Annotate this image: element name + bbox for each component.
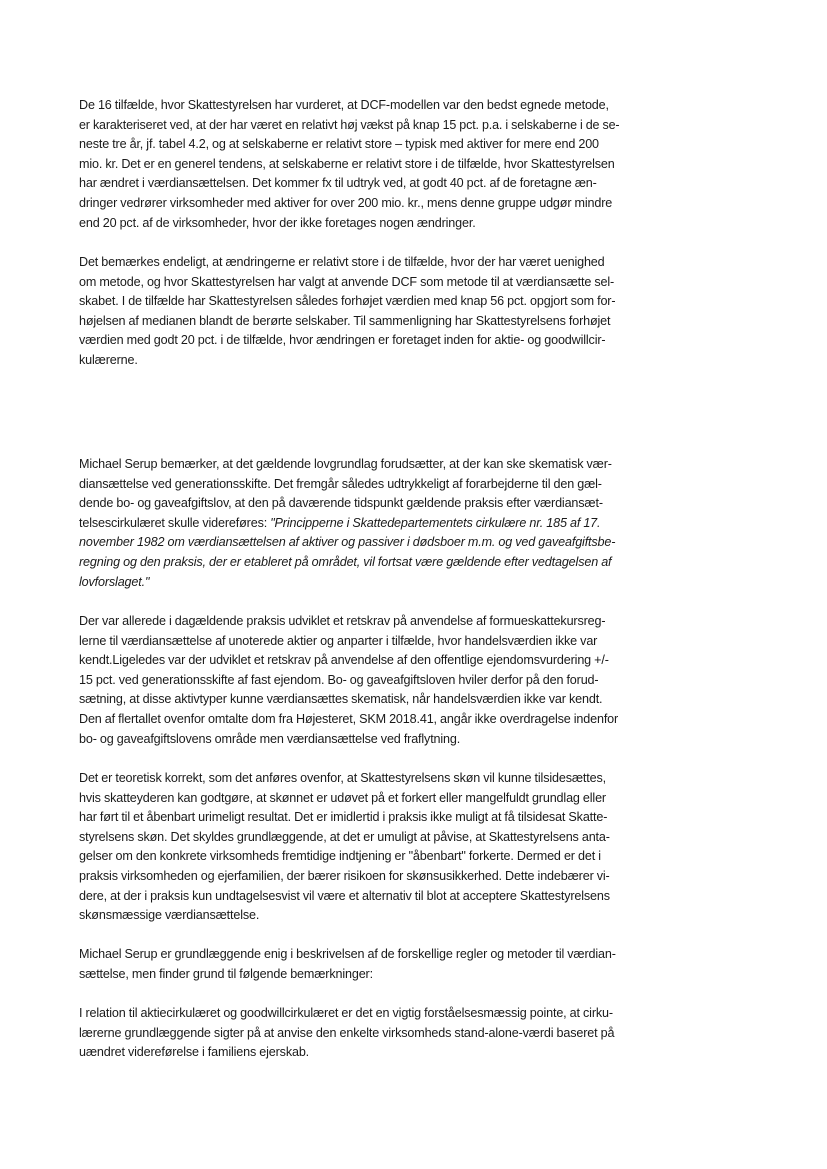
text-line: dende bo- og gaveafgiftslov, at den på daværende tidspunkt gældende praksis efter værdiansæt-: [79, 496, 603, 511]
text-line: lærerne grundlæggende sigter på at anvise den enkelte virksomheds stand-alone-værdi baseret på: [79, 1025, 615, 1040]
text-line: skabet. I de tilfælde har Skattestyrelsen således forhøjet værdien med knap 56 pct. opgjort som for-: [79, 294, 616, 309]
quote-text: "Principperne i Skattedepartementets cirkulære nr. 185 af 17.: [270, 515, 601, 530]
text-line: 15 pct. ved generationsskifte af fast ejendom. Bo- og gaveafgiftsloven hviler derfor på den forud-: [79, 672, 599, 687]
quote-line: regning og den praksis, der er etableret på området, vil fortsat være gældende efter vedtagelsen af: [79, 554, 612, 569]
paragraph-disagreement: [79, 253, 619, 371]
paragraph-practice: [79, 612, 619, 749]
text-line: diansættelse ved generationsskifte. Det fremgår således udtrykkeligt af forarbejderne til den gæl-: [79, 476, 602, 491]
paragraph-dcf-cases: [79, 96, 619, 233]
paragraph-discretion: [79, 769, 619, 926]
text-line: kendt.Ligeledes var der udviklet et retskrav på anvendelse af den offentlige ejendomsvurdering +/-: [79, 653, 609, 668]
text-line: neste tre år, jf. tabel 4.2, og at selskaberne er relativt store – typisk med aktiver for mere end 200: [79, 137, 599, 152]
text-line: Michael Serup bemærker, at det gældende lovgrundlag forudsætter, at der kan ske skematisk vær-: [79, 457, 612, 471]
text-line: styrelsens skøn. Det skyldes grundlæggende, at det er umuligt at påvise, at Skattestyrelsens anta-: [79, 829, 610, 844]
text-line: dere, at der i praksis kun undtagelsesvist vil være et alternativ til blot at acceptere Skattestyrelsens: [79, 888, 610, 903]
quote-line: november 1982 om værdiansættelsen af aktiver og passiver i dødsboer m.m. og ved gaveafgiftsbe-: [79, 535, 616, 550]
text-line: hvis skatteyderen kan godtgøre, at skønnet er udøvet på et forkert eller mangelfuldt grundlag eller: [79, 790, 606, 805]
text-line: sættelse, men finder grund til følgende bemærkninger:: [79, 966, 373, 981]
text-line: dringer vedrører virksomheder med aktiver for over 200 mio. kr., mens denne gruppe udgør mindre: [79, 195, 613, 210]
text-line: gelser om den konkrete virksomheds fremtidige indtjening er "åbenbart" forkerte. Dermed er det i: [79, 849, 601, 864]
text-line: bo- og gaveafgiftslovens område men værdiansættelse ved fraflytning.: [79, 731, 461, 746]
text-line: om metode, og hvor Skattestyrelsen har valgt at anvende DCF som metode til at værdiansætte sel-: [79, 274, 615, 289]
text-plain: telsescirkulæret skulle videreføres:: [79, 515, 271, 530]
text-line: højelsen af medianen blandt de berørte selskaber. Til sammenligning har Skattestyrelsens forhøjet: [79, 313, 611, 328]
text-line: I relation til aktiecirkulæret og goodwillcirkulæret er det en vigtig forståelsesmæssig pointe, at cirku-: [79, 1006, 613, 1020]
text-line: Den af flertallet ovenfor omtalte dom fra Højesteret, SKM 2018.41, angår ikke overdragelse indenfor: [79, 711, 619, 726]
text-line: De 16 tilfælde, hvor Skattestyrelsen har vurderet, at DCF-modellen var den bedst egnede metode,: [79, 98, 609, 112]
text-line: lerne til værdiansættelse af unoterede aktier og anparter i tilfælde, hvor handelsværdien ikke var: [79, 633, 598, 648]
text-line: praksis virksomheden og ejerfamilien, der bærer risikoen for skønsusikkerhed. Dette indebærer vi-: [79, 868, 610, 883]
text-line: er karakteriseret ved, at der har været en relativt høj vækst på knap 15 pct. p.a. i selskaberne i de se-: [79, 117, 620, 132]
text-line: har ført til et åbenbart urimeligt resultat. Det er imidlertid i praksis ikke muligt at få tilsidesat Skatte-: [79, 810, 608, 825]
text-line: kulærerne.: [79, 352, 138, 367]
text-line: sætning, at disse aktivtyper kunne værdiansættes skematisk, når handelsværdien ikke var kendt.: [79, 692, 603, 707]
text-line: Det er teoretisk korrekt, som det anføres ovenfor, at Skattestyrelsens skøn vil kunne tilsidesættes,: [79, 771, 606, 785]
text-line: Michael Serup er grundlæggende enig i beskrivelsen af de forskellige regler og metoder til værdian-: [79, 947, 616, 961]
paragraph-agreement: [79, 945, 619, 984]
text-line: skønsmæssige værdiansættelse.: [79, 908, 260, 923]
paragraph-circulars: [79, 1004, 619, 1063]
text-line: [79, 514, 619, 534]
text-line: uændret videreførelse i familiens ejerskab.: [79, 1045, 310, 1060]
text-line: end 20 pct. af de virksomheder, hvor der ikke foretages nogen ændringer.: [79, 215, 476, 230]
text-line: mio. kr. Det er en generel tendens, at selskaberne er relativt store i de tilfælde, hvor Skattestyrelsen: [79, 156, 615, 171]
quote-line: lovforslaget.": [79, 574, 150, 589]
text-line: Der var allerede i dagældende praksis udviklet et retskrav på anvendelse af formueskattekursreg-: [79, 614, 606, 628]
paragraph-legal-basis: [79, 455, 619, 592]
text-line: Det bemærkes endeligt, at ændringerne er relativt store i de tilfælde, hvor der har været uenighed: [79, 255, 605, 269]
text-line: værdien med godt 20 pct. i de tilfælde, hvor ændringen er foretaget inden for aktie- og goodwillcir-: [79, 333, 606, 348]
text-line: har ændret i værdiansættelsen. Det kommer fx til udtryk ved, at godt 40 pct. af de foretagne æn-: [79, 176, 597, 191]
